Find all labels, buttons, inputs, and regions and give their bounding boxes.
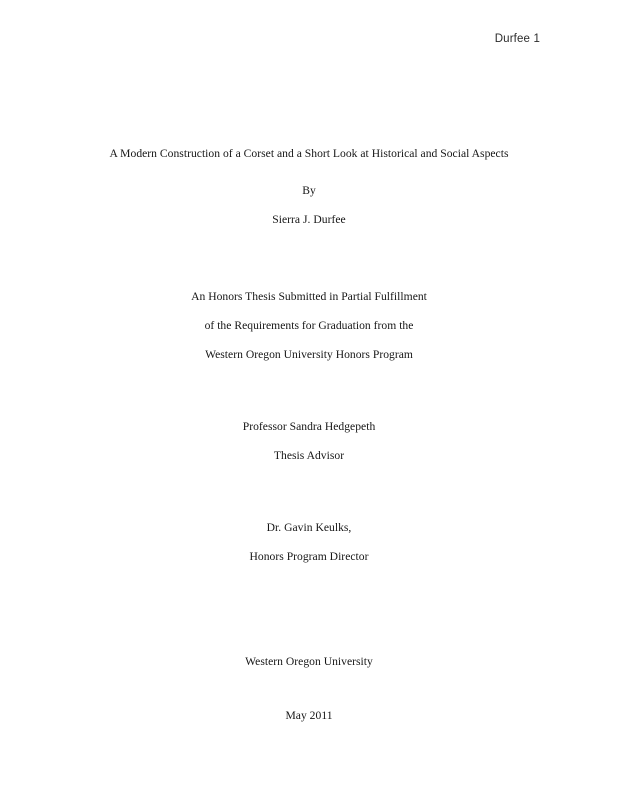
submission-statement-block	[0, 282, 618, 369]
submission-line-1: An Honors Thesis Submitted in Partial Fulfillment	[191, 290, 427, 303]
director-block	[0, 513, 618, 571]
date-block	[0, 701, 618, 730]
advisor-block	[0, 412, 618, 470]
institution-name: Western Oregon University	[245, 655, 373, 668]
publication-date: May 2011	[285, 709, 333, 722]
page-title: A Modern Construction of a Corset and a Short Look at Historical and Social Aspects	[109, 147, 509, 160]
director-name: Dr. Gavin Keulks,	[266, 521, 352, 534]
director-role: Honors Program Director	[249, 550, 369, 563]
author-name: Sierra J. Durfee	[272, 213, 346, 226]
byline-block	[0, 176, 618, 234]
institution-block	[0, 647, 618, 676]
advisor-name: Professor Sandra Hedgepeth	[242, 420, 376, 433]
running-head: Durfee 1	[494, 33, 540, 45]
byline-label: By	[302, 184, 316, 197]
advisor-role: Thesis Advisor	[273, 449, 345, 462]
submission-line-2: of the Requirements for Graduation from the	[204, 319, 414, 332]
title-block	[0, 139, 618, 168]
submission-line-3: Western Oregon University Honors Program	[205, 348, 413, 361]
